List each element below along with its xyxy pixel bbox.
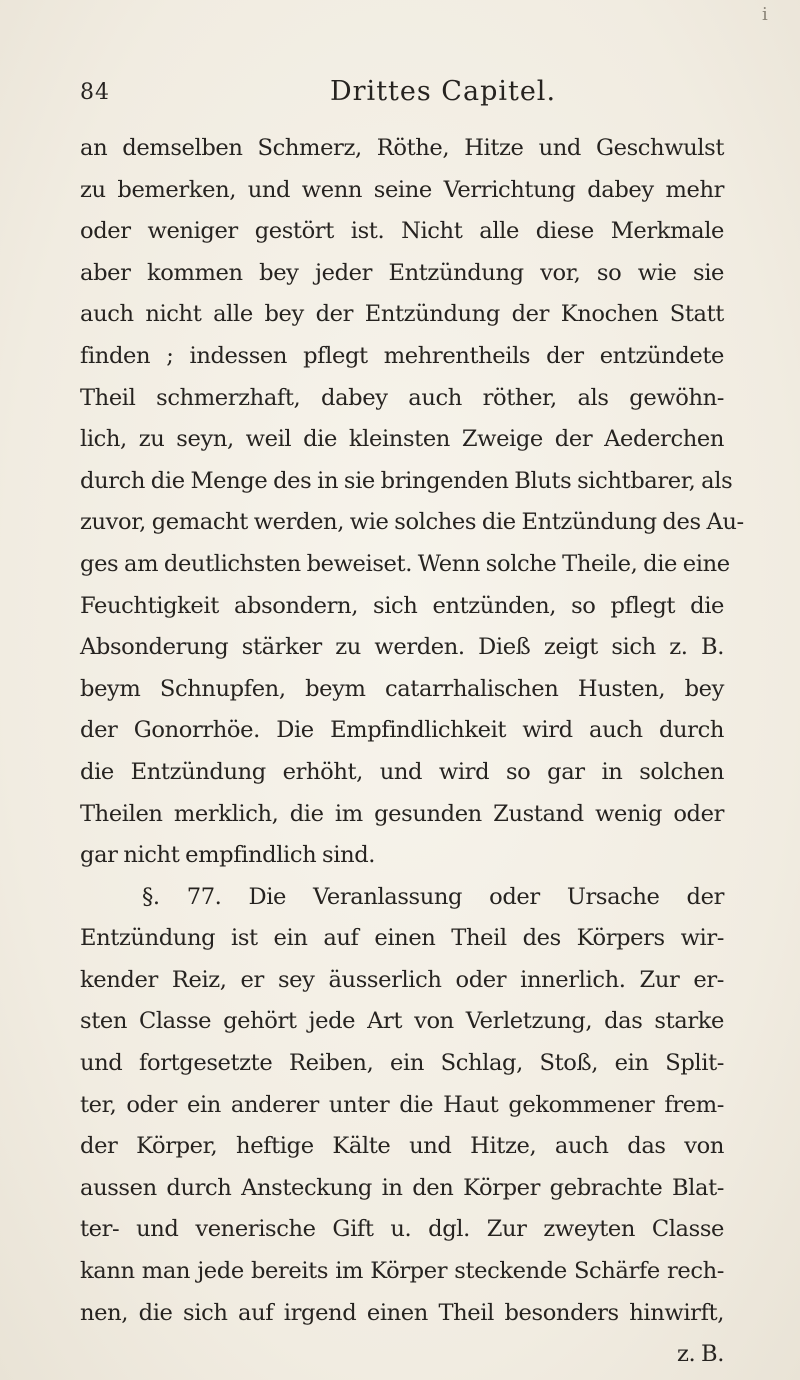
section-heading-line: §. 77. Die Veranlassung oder Ursache der <box>142 883 724 910</box>
text-line: Entzündung ist ein auf einen Theil des Körpers wir- <box>80 925 724 952</box>
text-line: finden ; indessen pflegt mehrentheils der entzündete <box>80 342 724 369</box>
paragraph-inflammation-signs <box>80 128 744 877</box>
text-line: Theilen merklich, die im gesunden Zustand wenig oder <box>80 800 724 827</box>
text-line: Theil schmerzhaft, dabey auch röther, als gewöhn- <box>80 384 724 411</box>
text-line: und fortgesetzte Reiben, ein Schlag, Stoß, ein Split- <box>80 1050 724 1077</box>
text-line: gar nicht empfindlich sind. <box>80 842 376 869</box>
text-line: durch die Menge des in sie bringenden Bluts sichtbarer, als <box>80 467 733 494</box>
text-line: kann man jede bereits im Körper steckende Schärfe rech- <box>80 1258 724 1285</box>
text-line: aussen durch Ansteckung in den Körper gebrachte Blat- <box>80 1174 724 1201</box>
text-line: auch nicht alle bey der Entzündung der Knochen Statt <box>80 301 724 328</box>
paragraph-section-77 <box>80 877 724 1335</box>
text-line: nen, die sich auf irgend einen Theil besonders hinwirft, <box>80 1299 724 1326</box>
text-line: kender Reiz, er sey äusserlich oder innerlich. Zur er- <box>80 966 724 993</box>
text-line: sten Classe gehört jede Art von Verletzung, das starke <box>80 1008 724 1035</box>
text-line: aber kommen bey jeder Entzündung vor, so wie sie <box>80 259 724 286</box>
text-line: ter, oder ein anderer unter die Haut gekommener frem- <box>80 1091 724 1118</box>
body-text <box>80 128 744 1376</box>
page-number: 84 <box>80 80 110 105</box>
text-line: lich, zu seyn, weil die kleinsten Zweige der Aederchen <box>80 426 724 453</box>
text-line: der Körper, heftige Kälte und Hitze, auch das von <box>80 1133 724 1160</box>
text-line: Absonderung stärker zu werden. Dieß zeigt sich z. B. <box>80 634 724 661</box>
catchword: z. B. <box>676 1341 724 1368</box>
text-line: an demselben Schmerz, Röthe, Hitze und Geschwulst <box>80 135 724 161</box>
text-line: ges am deutlichsten beweiset. Wenn solche Theile, die eine <box>80 550 730 577</box>
text-line: Feuchtigkeit absondern, sich entzünden, so pflegt die <box>80 592 724 619</box>
text-line: die Entzündung erhöht, und wird so gar in solchen <box>80 758 724 785</box>
corner-mark: i <box>762 4 768 25</box>
text-line: der Gonorrhöe. Die Empfindlichkeit wird auch durch <box>80 717 724 744</box>
text-line: beym Schnupfen, beym catarrhalischen Husten, bey <box>80 675 724 702</box>
text-line: oder weniger gestört ist. Nicht alle diese Merkmale <box>80 218 724 245</box>
running-title: Drittes Capitel. <box>330 76 557 107</box>
text-line: zu bemerken, und wenn seine Verrichtung dabey mehr <box>80 176 724 203</box>
text-line: zuvor, gemacht werden, wie solches die Entzündung des Au- <box>80 509 744 536</box>
page-header <box>80 76 720 116</box>
text-line: ter- und venerische Gift u. dgl. Zur zweyten Classe <box>80 1216 724 1243</box>
